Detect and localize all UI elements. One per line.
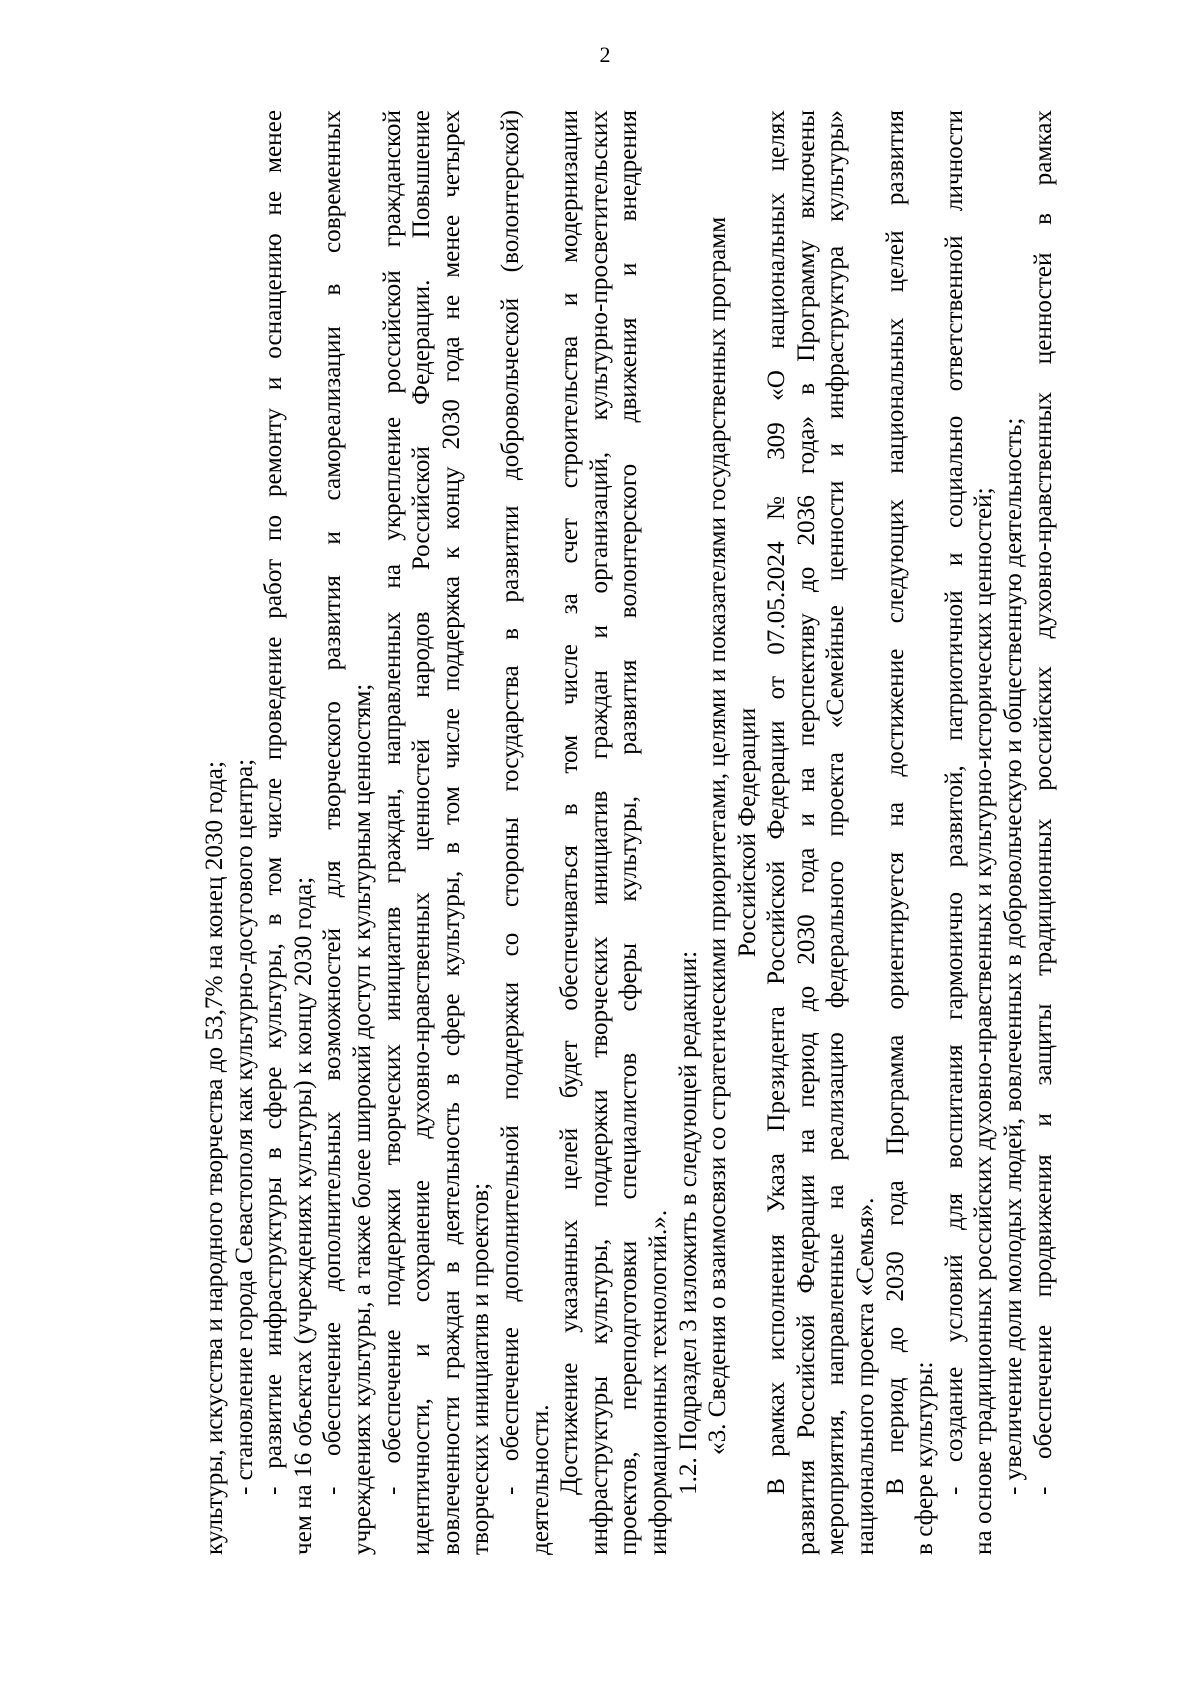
text-line: Российской Федерации — [733, 707, 761, 958]
text-line: вовлеченности граждан в деятельность в сфере культуры, в том числе поддержка к концу 2030 года не менее четырех — [437, 110, 465, 1555]
page-number: 2 — [599, 42, 611, 67]
text-line: в сфере культуры: — [911, 1361, 939, 1555]
text-line: чем на 16 объектах (учреждениях культуры) к концу 2030 года; — [289, 876, 317, 1555]
text-line: В период до 2030 года Программа ориентируется на достижение следующих национальных целей развития — [881, 110, 909, 1495]
text-line: - обеспечение поддержки творческих инициатив граждан, направленных на укрепление российской гражданской — [378, 110, 406, 1495]
text-line: - обеспечение дополнительных возможностей для творческого развития и самореализации в современных — [319, 110, 347, 1495]
text-line: идентичности, и сохранение духовно-нравственных ценностей народов Российской Федерации. Повышение — [408, 110, 436, 1555]
text-line: Достижение указанных целей будет обеспечиваться в том числе за счет строительства и модернизации — [556, 110, 584, 1495]
text-line: - развитие инфраструктуры в сфере культуры, в том числе проведение работ по ремонту и оснащению не менее — [260, 110, 288, 1495]
text-line: деятельности. — [526, 1404, 554, 1555]
text-line: - увеличение доли молодых людей, вовлеченных в добровольческую и общественную деятельность; — [1000, 417, 1028, 1495]
text-line: 1.2. Подраздел 3 изложить в следующей редакции: — [674, 950, 702, 1495]
text-line: творческих инициатив и проектов; — [467, 1182, 495, 1555]
text-line: мероприятия, направленные на реализацию федерального проекта «Семейные ценности и инфраструктура культуры» — [822, 110, 850, 1555]
rotated-text-block — [200, 110, 1148, 1555]
text-line: развития Российской Федерации на период до 2030 года и на перспективу до 2036 года» в Программу включены — [792, 110, 820, 1555]
text-line: - обеспечение дополнительной поддержки со стороны государства в развитии добровольческой (волонтерской) — [496, 110, 524, 1495]
text-line: - обеспечение продвижения и защиты традиционных российских духовно-нравственных ценностей в рамках — [1029, 110, 1057, 1495]
text-line: инфраструктуры культуры, поддержки творческих инициатив граждан и организаций, культурно-просветительских — [585, 110, 613, 1555]
text-line: проектов, переподготовки специалистов сферы культуры, развития волонтерского движения и внедрения — [615, 110, 643, 1555]
text-line: - становление города Севастополя как культурно-досугового центра; — [230, 758, 258, 1495]
text-line: - создание условий для воспитания гармонично развитой, патриотичной и социально ответственной личности — [940, 110, 968, 1495]
text-line: В рамках исполнения Указа Президента Российской Федерации от 07.05.2024 № 309 «О национальных целях — [763, 110, 791, 1495]
text-line: «3. Сведения о взаимосвязи со стратегическими приоритетами, целями и показателями государственных программ — [704, 216, 732, 1455]
text-line: национального проекта «Семья». — [852, 1197, 880, 1555]
text-line: учреждениях культуры, а также более широкий доступ к культурным ценностям; — [348, 683, 376, 1555]
text-line: информационных технологий.». — [644, 1209, 672, 1555]
text-line: культуры, искусства и народного творчества до 53,7% на конец 2030 года; — [201, 761, 228, 1555]
text-line: на основе традиционных российских духовно-нравственных и культурно-исторических ценностей; — [970, 487, 998, 1555]
